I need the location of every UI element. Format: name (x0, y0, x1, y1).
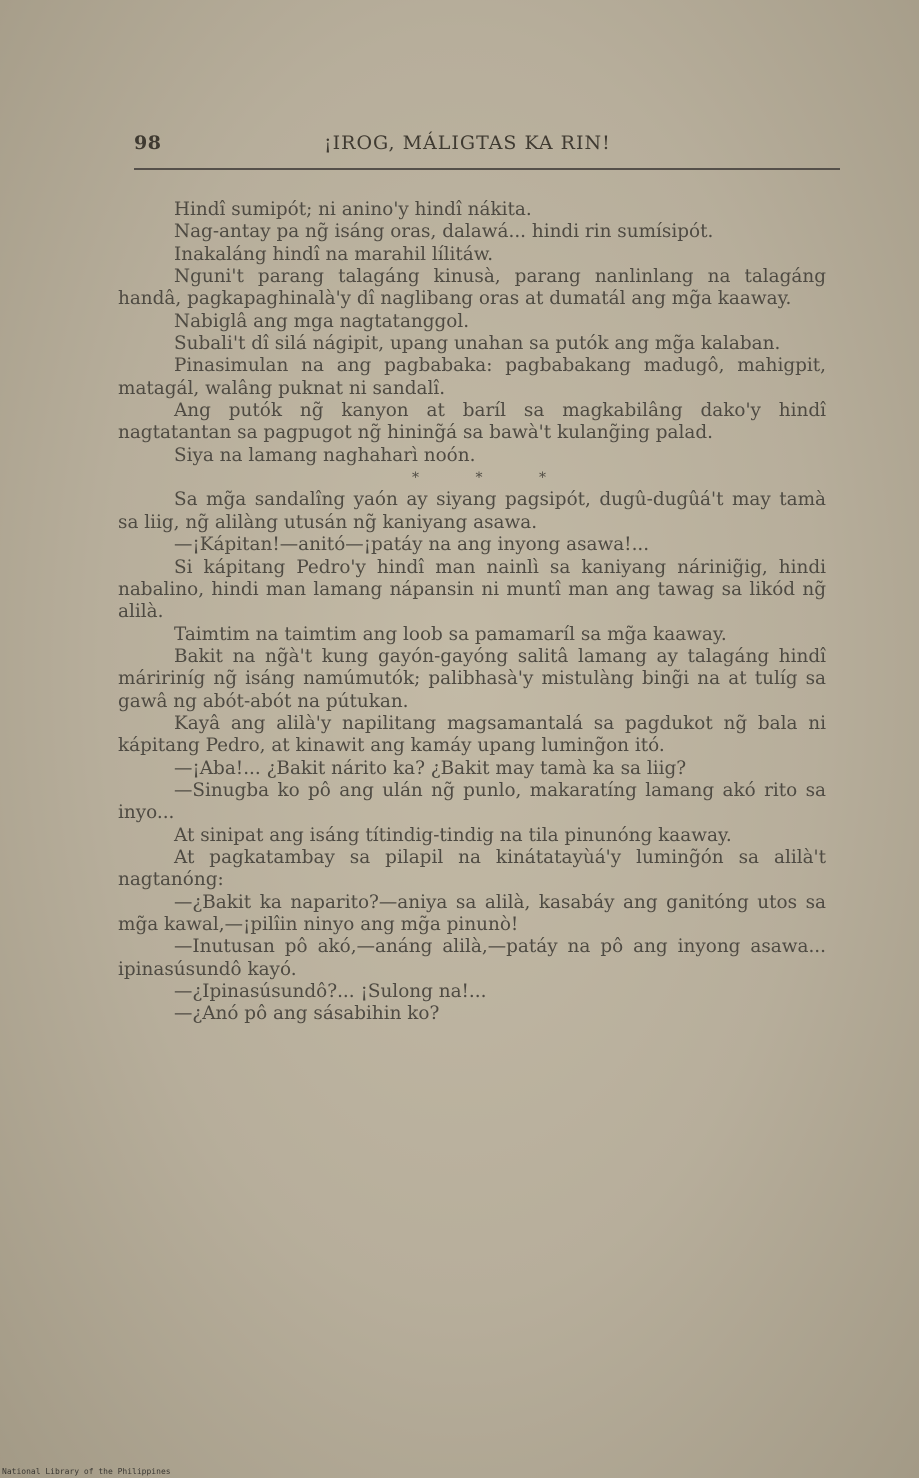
library-credit: National Library of the Philippines (2, 1467, 171, 1476)
paragraph: Nabiglâ ang mga nagtatanggol. (174, 310, 470, 332)
paragraph: Taimtim na taimtim ang loob sa pamamaríl sa mg̃a kaaway. (174, 623, 727, 645)
paragraph: Kayâ ang alilà'y napilitang magsamantalá sa pagdukot ng̃ bala ni kápitang Pedro, at kinawit ang kamáy upang luming̃on itó. (118, 712, 826, 757)
paragraph: —¡Kápitan!—anitó—¡patáy na ang inyong asawa!... (174, 534, 650, 556)
paragraph: —¿Anó pô ang sásabihin ko? (174, 1003, 440, 1025)
paragraph: Siya na lamang naghaharì noón. (174, 444, 476, 466)
paragraph: Ang putók ng̃ kanyon at baríl sa magkabilâng dako'y hindî nagtatantan sa pagpugot ng̃ hining̃á sa bawà't kulang̃ing palad. (118, 400, 826, 444)
paragraph: Nag-antay pa ng̃ isáng oras, dalawá... hindi rin sumísipót. (174, 221, 714, 243)
page-number: 98 (134, 132, 162, 154)
paragraph: —Sinugba ko pô ang ulán ng̃ punlo, makaratíng lamang akó rito sa inyo... (118, 779, 826, 824)
paragraph: Si kápitang Pedro'y hindî man nainlì sa kaniyang nárinig̃ig, hindi nabalino, hindi man lamang nápansin ni muntî man ang tawag sa likód ng̃ alilà. (118, 556, 826, 623)
paragraph: Sa mg̃a sandalîng yaón ay siyang pagsipót, dugû-dugûá't may tamà sa liig, ng̃ alilàng utusán ng̃ kaniyang asawa. (118, 489, 826, 533)
paragraph: —¡Aba!... ¿Bakit nárito ka? ¿Bakit may tamà ka sa liig? (174, 757, 687, 779)
paragraph: Bakit na ng̃à't kung gayón-gayóng salitâ lamang ay talagáng hindî máririníg ng̃ isáng namúmutók; palibhasà'y mistulàng bing̃i na at tulíg sa gawâ ng abót-abót na pútukan. (118, 645, 826, 712)
paragraph: Nguni't parang talagáng kinusà, parang nanlinlang na talagáng handâ, pagkapaghinalà'y dî naglibang oras at dumatál ang mg̃a kaaway. (118, 266, 826, 310)
paragraph: —¿Ipinasúsundô?... ¡Sulong na!... (174, 981, 487, 1003)
paragraph: Subali't dî silá nágipit, upang unahan sa putók ang mg̃a kalaban. (174, 333, 781, 355)
paragraph: Hindî sumipót; ni anino'y hindî nákita. (174, 199, 532, 220)
paragraph: Pinasimulan na ang pagbabaka: pagbabakang madugô, mahigpit, matagál, walâng puknat ni sandalî. (118, 355, 826, 399)
paragraph: At sinipat ang isáng títindig-tindig na tila pinunóng kaaway. (174, 824, 732, 846)
section-break: * * * (412, 470, 572, 487)
paragraph: At pagkatambay sa pilapil na kinátatayùá'y luming̃ón sa alilà't nagtanóng: (118, 846, 826, 891)
body-text (118, 199, 826, 1026)
page-header (134, 128, 840, 162)
header-rule (134, 168, 840, 170)
paragraph: —Inutusan pô akó,—anáng alilà,—patáy na pô ang inyong asawa... ipinasúsundô kayó. (118, 936, 826, 980)
running-title: ¡IROG, MÁLIGTAS KA RIN! (324, 132, 611, 154)
paragraph: Inakaláng hindî na marahil lílitáw. (174, 243, 494, 265)
paragraph: —¿Bakit ka naparito?—aniya sa alilà, kasabáy ang ganitóng utos sa mg̃a kawal,—¡pilîin ninyo ang mg̃a pinunò! (118, 891, 826, 935)
